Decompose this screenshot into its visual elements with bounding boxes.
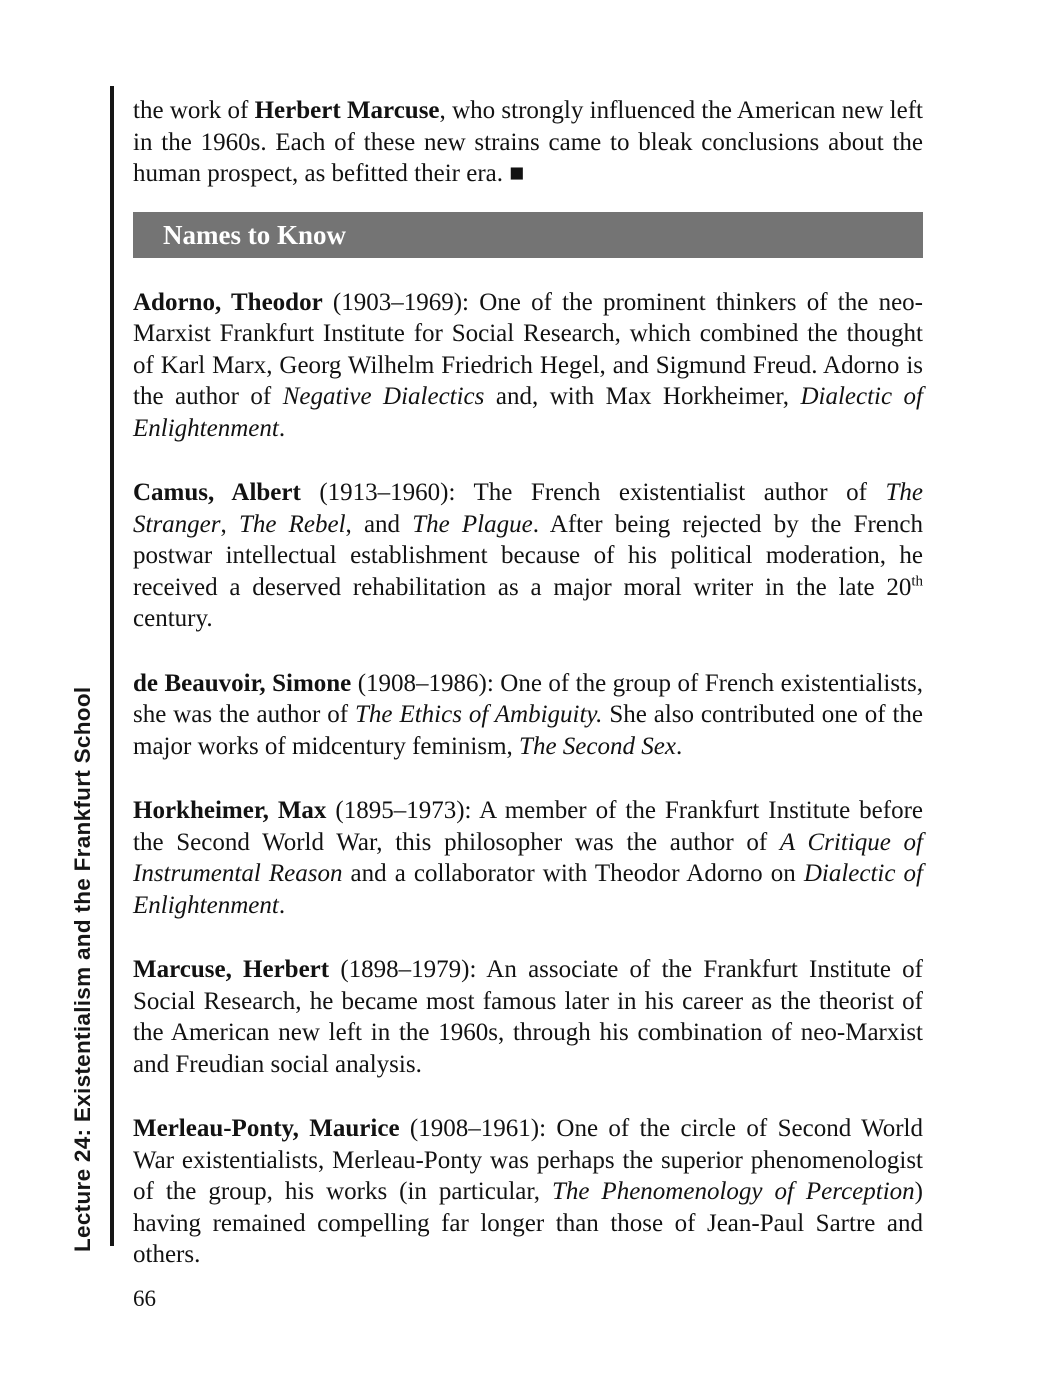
text-segment: Camus, Albert [133, 479, 301, 506]
text-segment: The Phenomenology of Perception [551, 1178, 915, 1205]
text-segment: the work of [133, 97, 255, 124]
text-segment: Horkheimer, Max [133, 797, 327, 824]
text-segment: , who strongly influenced the American new left in the 1960s. Each of these new strains came to bleak conclusions about the human prospect, as befitted their era. ■ [133, 97, 923, 187]
text-segment: A Critique of Instrumental Reason [133, 828, 923, 887]
text-segment: , and [345, 510, 413, 538]
text-segment: and a collaborator with Theodor Adorno on [342, 860, 804, 887]
section-title: Names to Know [163, 219, 346, 250]
left-margin-rule [110, 86, 114, 1246]
text-segment: She also contributed one of the major works of midcentury feminism, [133, 701, 923, 760]
text-segment: (1903–1969): One of the prominent thinkers of the neo-Marxist Frankfurt Institute for Social Research, which combined the thought of Karl Marx, Georg Wilhelm Friedrich Hegel, and Sigmund Freud. Adorno is the author of [133, 288, 923, 410]
glossary-entry-de-beauvoir [133, 668, 923, 763]
text-segment: . [278, 414, 286, 442]
glossary-entry-merleau-ponty [133, 1113, 923, 1271]
text-segment: , [220, 510, 239, 538]
text-segment: . [278, 891, 286, 919]
glossary-entry-marcuse [133, 954, 923, 1080]
text-segment: and, with Max Horkheimer, [484, 383, 801, 410]
text-segment: Marcuse, Herbert [133, 956, 330, 983]
text-segment: Herbert Marcuse [254, 97, 440, 124]
text-segment: . After being rejected by the French postwar intellectual establishment because of his political moderation, he received a deserved rehabilitation as a major moral writer in the late 20 [133, 510, 923, 601]
lecture-sidebar-label: Lecture 24: Existentialism and the Frankfurt School [70, 686, 95, 1252]
text-segment: (1913–1960): The French existentialist author of [300, 479, 886, 506]
glossary-entry-camus [133, 477, 923, 635]
text-segment: ) having remained compelling far longer than those of Jean-Paul Sartre and others. [133, 1178, 923, 1268]
text-segment: Merleau-Ponty, Maurice [133, 1115, 400, 1142]
text-segment: The Stranger [133, 479, 923, 538]
text-segment: (1908–1961): One of the circle of Second World War existentialists, Merleau-Ponty was perhaps the superior phenomenologist of the group, his works (in particular, [133, 1115, 923, 1205]
text-segment: The Plague [412, 510, 533, 538]
names-to-know-banner [133, 212, 923, 258]
text-segment: Dialectic of Enlightenment [133, 383, 924, 442]
text-segment: (1898–1979): An associate of the Frankfurt Institute of Social Research, he became most famous later in his career as the theorist of the American new left in the 1960s, through his combination of neo-Marxist and Freudian social analysis. [133, 956, 923, 1078]
text-segment: de Beauvoir, Simone [133, 669, 352, 697]
text-segment: (1895–1973): A member of the Frankfurt Institute before the Second World War, this philosopher was the author of [133, 797, 923, 856]
text-segment: th [911, 573, 923, 590]
glossary-entry-horkheimer [133, 795, 923, 921]
page-number: 66 [133, 1286, 156, 1311]
text-segment: The Rebel [238, 510, 346, 538]
text-column [133, 95, 923, 1271]
text-segment: century. [133, 605, 213, 632]
intro-paragraph [133, 95, 923, 190]
text-segment: (1908–1986): One of the group of French existentialists, she was the author of [133, 669, 923, 728]
text-segment: Adorno, Theodor [133, 288, 323, 316]
text-segment: . [675, 732, 683, 760]
text-segment: Dialectic of Enlightenment [133, 860, 924, 919]
text-segment: The Ethics of Ambiguity. [355, 701, 603, 728]
glossary-entry-adorno [133, 287, 923, 445]
text-segment: The Second Sex [519, 732, 676, 760]
text-segment: Negative Dialectics [282, 383, 485, 410]
